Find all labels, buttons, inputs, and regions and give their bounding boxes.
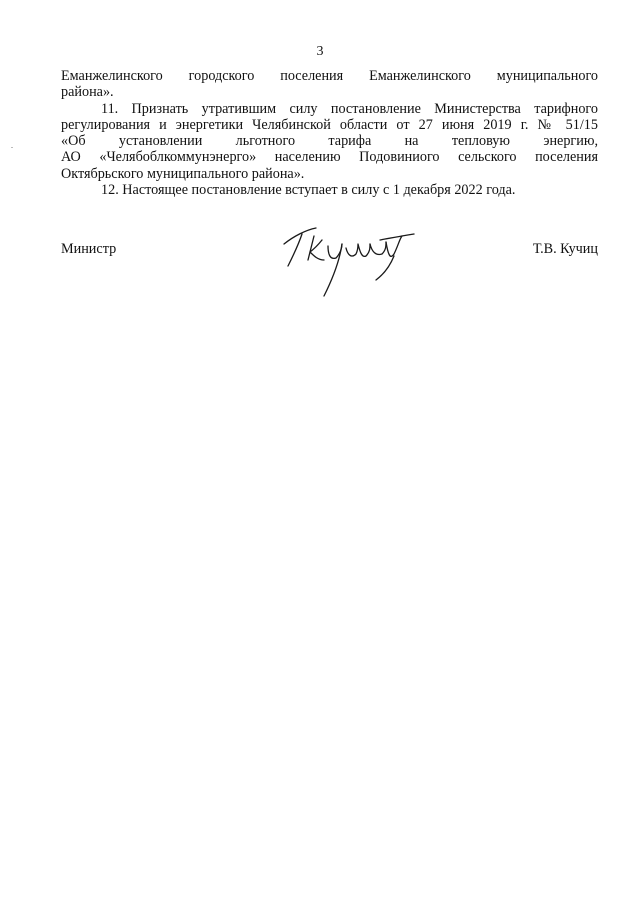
document-body [61,68,598,198]
paragraph-11-line-5: Октябрьского муниципального района». [61,165,305,182]
paragraph-12-line-1: 12. Настоящее постановление вступает в силу с 1 декабря 2022 года. [101,182,516,199]
paragraph-11-line-2: регулирования и энергетики Челябинской области от 27 июня 2019 г. № 51/15 [61,116,598,133]
paragraph-11-line-4: АО «Челябоблкоммунэнерго» населению Подовиниого сельского поселения [61,149,598,166]
signer-name: Т.В. Кучиц [532,241,598,257]
handwritten-signature [280,214,420,298]
page-number: 3 [316,44,324,59]
scan-speck [11,147,13,148]
paragraph-continuation-line-1: Еманжелинского городского поселения Еманжелинского муниципального [61,68,598,84]
paragraph-11-line-3: «Об установлении льготного тарифа на тепловую энергию, [61,133,598,150]
paragraph-11-line-1: 11. Признать утратившим силу постановление Министерства тарифного [101,100,598,117]
signer-position: Министр [61,241,117,257]
paragraph-continuation-line-2: района». [61,84,114,101]
